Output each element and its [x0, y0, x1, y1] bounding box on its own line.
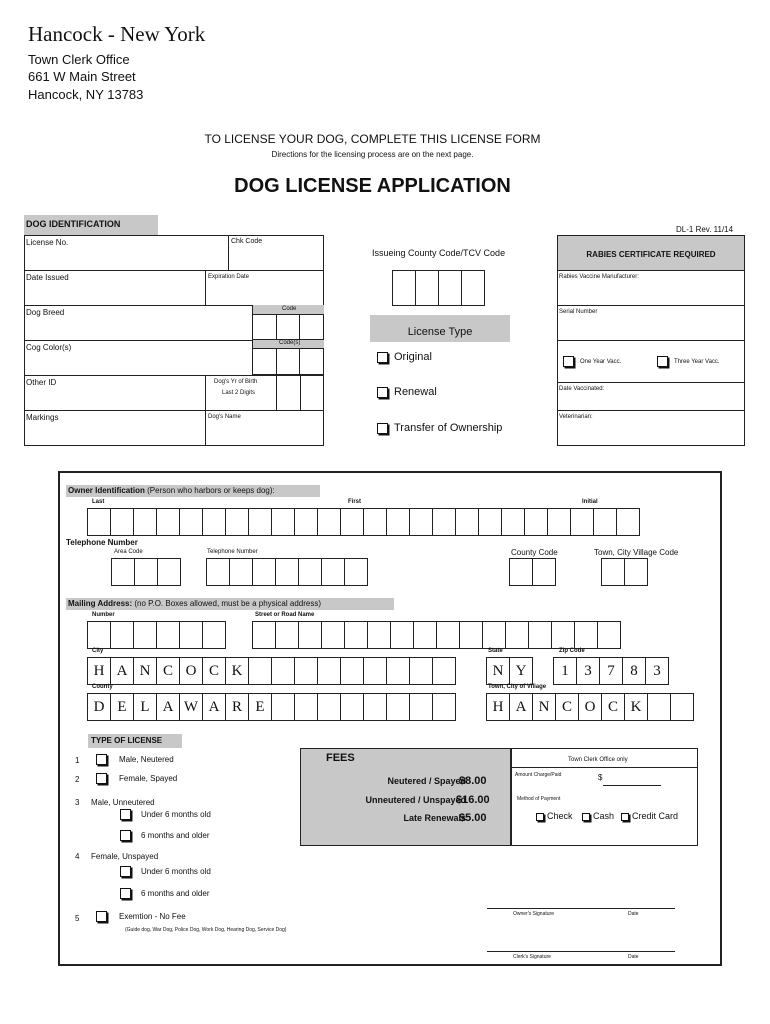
clerk-heading: Town Clerk Office only	[568, 757, 628, 763]
fee-row-3: Late Renewals	[403, 813, 466, 823]
breed-code-label: Code	[282, 306, 297, 312]
char-box[interactable]	[157, 558, 181, 586]
char-box[interactable]: A	[509, 693, 533, 721]
type-male-unneutered: Male, Unneutered	[91, 798, 155, 807]
char-box[interactable]	[294, 657, 318, 685]
owner-signature-line[interactable]	[487, 908, 675, 909]
char-box[interactable]	[225, 508, 249, 536]
char-box[interactable]	[432, 657, 456, 685]
char-box[interactable]	[363, 657, 387, 685]
fee-value-3: $5.00	[459, 812, 487, 824]
town-boxes[interactable]	[487, 693, 694, 721]
date-vaccinated-label: Date Vaccinated:	[559, 386, 605, 392]
last-label: Last	[92, 499, 105, 505]
type-female-over6[interactable]: 6 months and older	[120, 888, 210, 899]
chk-code-label: Chk Code	[231, 238, 263, 245]
clerk-signature-label: Clerk's Signature	[513, 954, 551, 960]
type-number-2: 2	[75, 775, 80, 784]
char-box[interactable]	[110, 621, 134, 649]
first-label: First	[348, 499, 362, 505]
town-code-boxes[interactable]	[602, 558, 648, 586]
char-box[interactable]	[87, 621, 111, 649]
char-box[interactable]	[670, 693, 694, 721]
dog-breed-label: Dog Breed	[26, 308, 65, 317]
char-box[interactable]: 8	[622, 657, 646, 685]
char-box[interactable]	[298, 558, 322, 586]
office-street: 661 W Main Street	[28, 69, 136, 84]
vaccine-manufacturer-label: Rabies Vaccine Manufacturer:	[559, 274, 639, 280]
license-no-label: License No.	[26, 238, 69, 247]
type-number-5: 5	[75, 914, 80, 923]
house-number-boxes[interactable]	[88, 621, 226, 649]
town-code-label: Town, City Village Code	[594, 548, 679, 557]
char-box[interactable]	[202, 508, 226, 536]
checkbox-icon[interactable]	[582, 813, 590, 821]
type-number-3: 3	[75, 798, 80, 807]
char-box[interactable]	[409, 693, 433, 721]
expiration-date-label: Expiration Date	[208, 274, 250, 280]
char-box[interactable]	[505, 621, 529, 649]
checkbox-icon[interactable]	[96, 911, 107, 922]
char-box[interactable]: 7	[599, 657, 623, 685]
char-box[interactable]	[363, 508, 387, 536]
county-code-boxes[interactable]	[393, 270, 485, 306]
char-box[interactable]	[647, 693, 671, 721]
dollar-sign: $	[598, 773, 603, 782]
char-box[interactable]: N	[486, 657, 510, 685]
char-box[interactable]: D	[87, 693, 111, 721]
char-box[interactable]	[229, 558, 253, 586]
char-box[interactable]: C	[601, 693, 625, 721]
char-box[interactable]: H	[87, 657, 111, 685]
dog-id-heading: DOG IDENTIFICATION	[24, 215, 158, 235]
type-of-license-heading: TYPE OF LICENSE	[88, 734, 182, 748]
type-exemption[interactable]: Exemtion - No Fee	[96, 911, 186, 922]
char-box[interactable]: K	[624, 693, 648, 721]
type-female-unspayed: Female, Unspayed	[91, 852, 159, 861]
char-box[interactable]	[202, 621, 226, 649]
county-boxes[interactable]	[88, 693, 456, 721]
char-box[interactable]: R	[225, 693, 249, 721]
char-box[interactable]	[344, 558, 368, 586]
char-box[interactable]	[133, 508, 157, 536]
char-box[interactable]	[593, 508, 617, 536]
veterinarian-label: Veterinarian:	[559, 414, 593, 420]
char-box[interactable]: 1	[553, 657, 577, 685]
char-box[interactable]: C	[156, 657, 180, 685]
char-box[interactable]: 3	[576, 657, 600, 685]
area-code-label: Area Code	[114, 549, 143, 555]
char-box[interactable]	[206, 558, 230, 586]
char-box[interactable]	[574, 621, 598, 649]
char-box[interactable]: O	[578, 693, 602, 721]
checkbox-icon[interactable]	[377, 423, 388, 434]
payment-check[interactable]: Check	[536, 811, 573, 821]
char-box[interactable]: C	[202, 657, 226, 685]
payment-method-label: Method of Payment	[517, 796, 561, 802]
county-code-label: Issueing County Code/TCV Code	[372, 248, 506, 258]
char-box[interactable]	[87, 508, 111, 536]
clerk-date-label: Date	[628, 954, 639, 960]
mailing-heading: Mailing Address: (no P.O. Boxes allowed, must be a physical address)	[66, 598, 394, 610]
char-box[interactable]: N	[532, 693, 556, 721]
county-code-owner-boxes[interactable]	[510, 558, 556, 586]
char-box[interactable]	[134, 558, 158, 586]
char-box[interactable]	[298, 621, 322, 649]
dog-colors-label: Cog Color(s)	[26, 343, 72, 352]
county-code-owner-label: County Code	[511, 548, 558, 557]
checkbox-icon[interactable]	[377, 352, 388, 363]
markings-label: Markings	[26, 413, 59, 422]
char-box[interactable]	[601, 558, 625, 586]
color-code-label: Code(s)	[279, 340, 301, 346]
char-box[interactable]	[179, 508, 203, 536]
char-box[interactable]	[317, 657, 341, 685]
checkbox-icon[interactable]	[563, 356, 574, 367]
char-box[interactable]	[317, 508, 341, 536]
exemption-note: (Guide dog, War Dog, Police Dog, Work Dog, Hearing Dog, Service Dog)	[125, 927, 287, 933]
town-name: Hancock - New York	[28, 22, 206, 46]
char-box[interactable]	[110, 508, 134, 536]
owner-name-boxes[interactable]	[88, 508, 640, 536]
town-village-label: Town, City of Village	[488, 684, 547, 690]
checkbox-icon[interactable]	[120, 809, 131, 820]
char-box[interactable]	[156, 621, 180, 649]
type-female-spayed[interactable]: Female, Spayed	[96, 773, 177, 784]
license-type-renewal[interactable]: Renewal	[377, 386, 437, 398]
char-box[interactable]	[570, 508, 594, 536]
checkbox-icon[interactable]	[657, 356, 668, 367]
char-box[interactable]	[386, 693, 410, 721]
dog-name-label: Dog's Name	[208, 414, 241, 420]
char-box[interactable]	[547, 508, 571, 536]
char-box[interactable]	[390, 621, 414, 649]
owner-date-label: Date	[628, 911, 639, 917]
char-box[interactable]: Y	[509, 657, 533, 685]
office-city: Hancock, NY 13783	[28, 87, 144, 102]
serial-number-label: Serial Number	[559, 309, 598, 315]
instructions-line2: Directions for the licensing process are on the next page.	[271, 150, 474, 159]
char-box[interactable]	[321, 558, 345, 586]
char-box[interactable]	[111, 558, 135, 586]
char-box[interactable]	[501, 508, 525, 536]
char-box[interactable]: 3	[645, 657, 669, 685]
office-name: Town Clerk Office	[28, 52, 130, 67]
char-box[interactable]	[436, 621, 460, 649]
type-male-over6[interactable]: 6 months and older	[120, 830, 210, 841]
one-year-vacc[interactable]: One Year Vacc.	[563, 356, 621, 367]
char-box[interactable]	[133, 621, 157, 649]
char-box[interactable]	[179, 621, 203, 649]
other-id-label: Other ID	[26, 378, 57, 387]
license-type-original[interactable]: Original	[377, 351, 432, 363]
street-label: Street or Road Name	[255, 612, 315, 618]
initial-label: Initial	[582, 499, 598, 505]
checkbox-icon[interactable]	[96, 754, 107, 765]
char-box[interactable]	[275, 558, 299, 586]
char-box[interactable]: N	[133, 657, 157, 685]
checkbox-icon[interactable]	[621, 813, 629, 821]
char-box[interactable]	[459, 621, 483, 649]
type-male-under6[interactable]: Under 6 months old	[120, 809, 211, 820]
payment-cash[interactable]: Cash	[582, 811, 614, 821]
clerk-signature-line[interactable]	[487, 951, 675, 952]
instructions-line1: TO LICENSE YOUR DOG, COMPLETE THIS LICENSE FORM	[204, 132, 541, 146]
breed-code-boxes[interactable]	[252, 314, 324, 340]
char-box[interactable]	[624, 558, 648, 586]
char-box[interactable]: K	[225, 657, 249, 685]
char-box[interactable]	[294, 508, 318, 536]
char-box[interactable]	[432, 508, 456, 536]
county-label: County	[92, 684, 113, 690]
char-box[interactable]	[252, 621, 276, 649]
char-box[interactable]: A	[110, 657, 134, 685]
char-box[interactable]: E	[110, 693, 134, 721]
char-box[interactable]: H	[486, 693, 510, 721]
char-box[interactable]	[363, 693, 387, 721]
telephone-label: Telephone Number	[66, 538, 138, 547]
char-box[interactable]	[367, 621, 391, 649]
char-box[interactable]: E	[248, 693, 272, 721]
char-box[interactable]	[409, 657, 433, 685]
char-box[interactable]	[340, 508, 364, 536]
char-box[interactable]: L	[133, 693, 157, 721]
fee-value-2: $16.00	[456, 794, 490, 806]
revision-label: DL-1 Rev. 11/14	[676, 225, 734, 234]
char-box[interactable]	[532, 558, 556, 586]
char-box[interactable]	[455, 508, 479, 536]
char-box[interactable]: A	[156, 693, 180, 721]
char-box[interactable]	[340, 693, 364, 721]
char-box[interactable]	[528, 621, 552, 649]
fee-row-1: Neutered / Spayed	[387, 776, 466, 786]
payment-credit[interactable]: Credit Card	[621, 811, 678, 821]
char-box[interactable]	[248, 657, 272, 685]
char-box[interactable]	[344, 621, 368, 649]
area-code-boxes[interactable]	[112, 558, 181, 586]
number-label: Number	[92, 612, 115, 618]
char-box[interactable]	[317, 693, 341, 721]
char-box[interactable]	[340, 657, 364, 685]
street-name-boxes[interactable]	[253, 621, 621, 649]
fees-heading: FEES	[326, 752, 355, 764]
char-box[interactable]	[478, 508, 502, 536]
char-box[interactable]	[321, 621, 345, 649]
license-type-heading: License Type	[370, 315, 510, 342]
birth-year-label1: Dog's Yr of Birth	[214, 379, 258, 385]
owner-heading: Owner Identification (Person who harbors or keeps dog):	[66, 485, 320, 497]
char-box[interactable]: W	[179, 693, 203, 721]
char-box[interactable]	[248, 508, 272, 536]
owner-signature-label: Owner's Signature	[513, 911, 554, 917]
state-label: State	[488, 648, 503, 654]
char-box[interactable]	[386, 657, 410, 685]
char-box[interactable]	[524, 508, 548, 536]
state-boxes[interactable]	[487, 657, 533, 685]
char-box[interactable]	[551, 621, 575, 649]
tel-number-label: Telephone Number	[207, 549, 258, 555]
char-box[interactable]	[271, 657, 295, 685]
checkbox-icon[interactable]	[377, 387, 388, 398]
zip-boxes[interactable]	[554, 657, 669, 685]
license-type-transfer[interactable]: Transfer of Ownership	[377, 422, 502, 434]
type-female-under6[interactable]: Under 6 months old	[120, 866, 211, 877]
fee-row-2: Unneutered / Unspayed	[365, 795, 466, 805]
type-number-4: 4	[75, 852, 80, 861]
char-box[interactable]	[275, 621, 299, 649]
checkbox-icon[interactable]	[536, 813, 544, 821]
char-box[interactable]	[294, 693, 318, 721]
char-box[interactable]	[156, 508, 180, 536]
type-male-neutered[interactable]: Male, Neutered	[96, 754, 174, 765]
zip-label: Zip Code	[559, 648, 585, 654]
page-title: DOG LICENSE APPLICATION	[234, 175, 511, 197]
rabies-heading: RABIES CERTIFICATE REQUIRED	[557, 235, 745, 271]
color-code-boxes[interactable]	[252, 348, 324, 375]
fee-value-1: $8.00	[459, 775, 487, 787]
char-box[interactable]: O	[179, 657, 203, 685]
char-box[interactable]	[509, 558, 533, 586]
birth-year-boxes[interactable]	[276, 375, 324, 410]
checkbox-icon[interactable]	[120, 888, 131, 899]
three-year-vacc[interactable]: Three Year Vacc.	[657, 356, 720, 367]
char-box[interactable]: C	[555, 693, 579, 721]
type-number-1: 1	[75, 756, 80, 765]
telephone-boxes[interactable]	[207, 558, 368, 586]
char-box[interactable]	[597, 621, 621, 649]
char-box[interactable]	[409, 508, 433, 536]
birth-year-label2: Last 2 Digits	[222, 390, 256, 396]
date-issued-label: Date Issued	[26, 273, 69, 282]
char-box[interactable]	[386, 508, 410, 536]
char-box[interactable]	[271, 508, 295, 536]
char-box[interactable]	[252, 558, 276, 586]
checkbox-icon[interactable]	[120, 866, 131, 877]
city-label: City	[92, 648, 104, 654]
city-boxes[interactable]	[88, 657, 456, 685]
checkbox-icon[interactable]	[96, 773, 107, 784]
amount-label: Amount Charge/Paid	[515, 772, 562, 778]
checkbox-icon[interactable]	[120, 830, 131, 841]
char-box[interactable]	[413, 621, 437, 649]
char-box[interactable]	[616, 508, 640, 536]
char-box[interactable]: A	[202, 693, 226, 721]
char-box[interactable]	[482, 621, 506, 649]
char-box[interactable]	[432, 693, 456, 721]
char-box[interactable]	[271, 693, 295, 721]
